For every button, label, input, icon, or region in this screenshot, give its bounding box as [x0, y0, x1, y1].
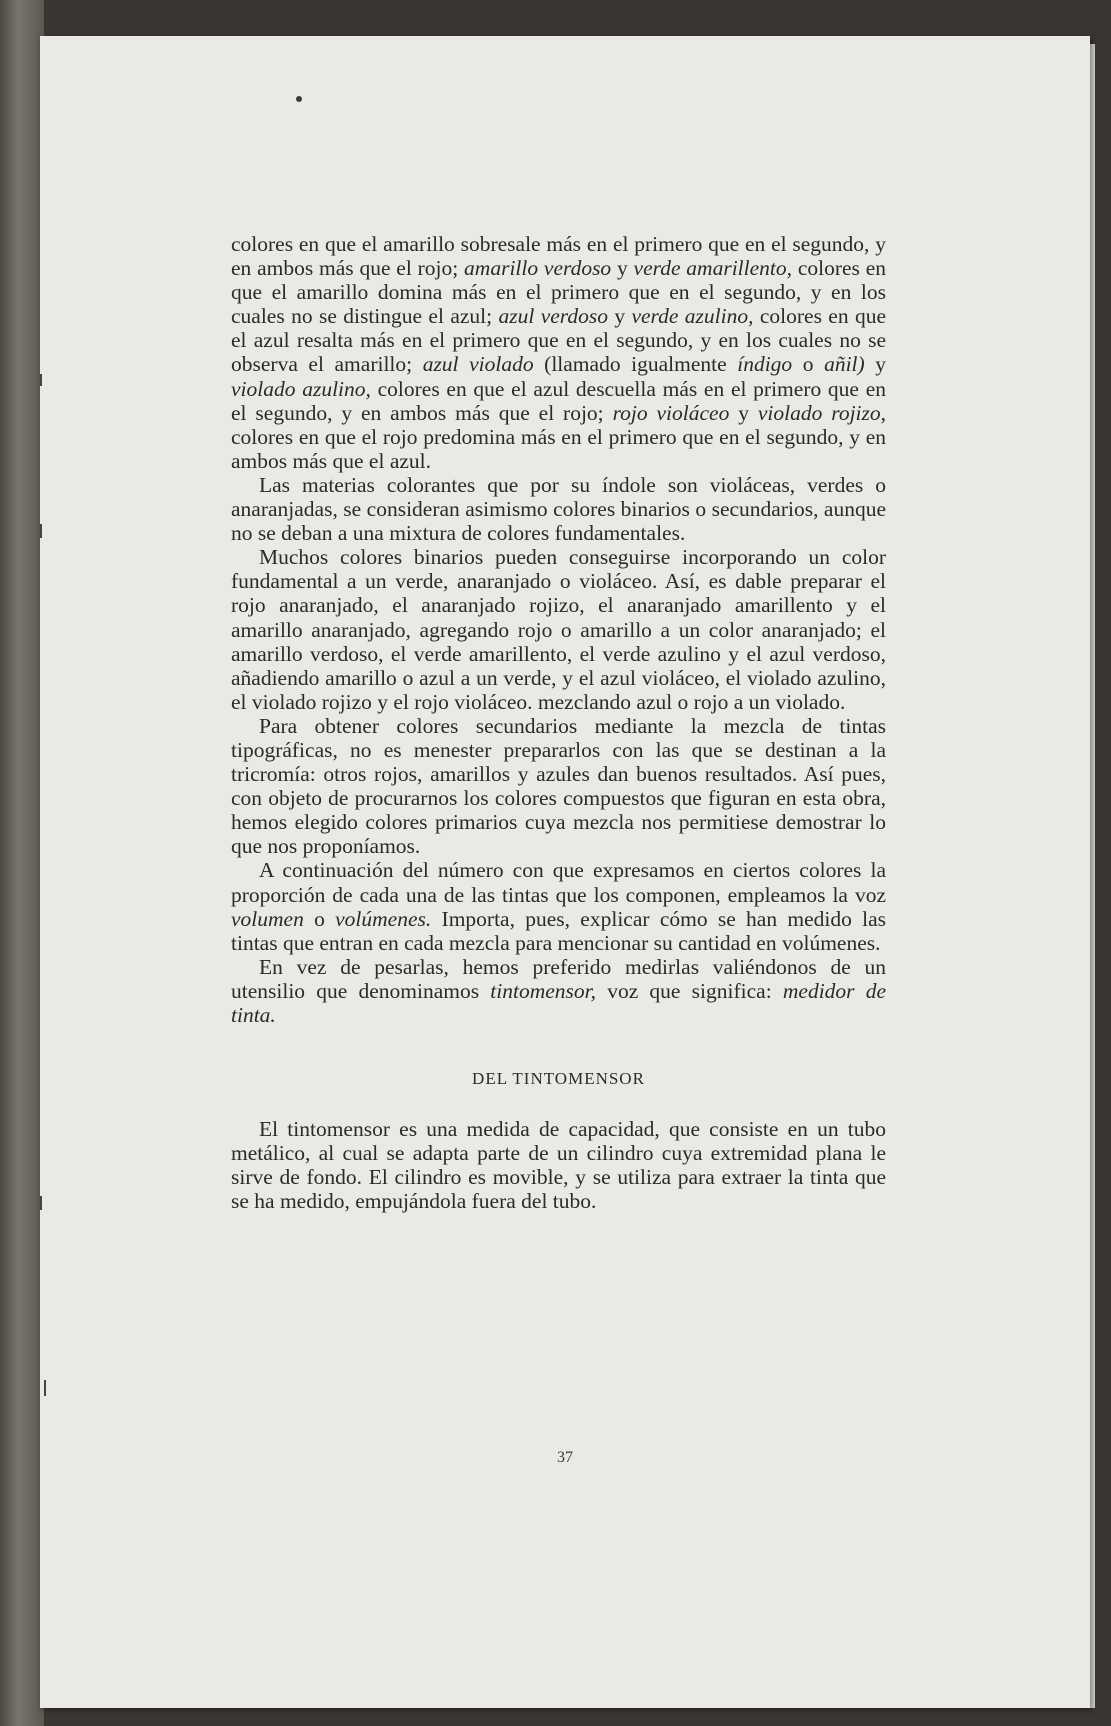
paragraph — [231, 858, 886, 954]
text-run: y — [729, 400, 758, 425]
text-run: colores en que el amarillo sobresale más en el primero que en el segundo, y en ambos más que el rojo; — [231, 232, 886, 281]
paragraph — [231, 232, 886, 473]
section-heading: DEL TINTOMENSOR — [472, 1069, 645, 1089]
italic-term: azul verdoso — [498, 304, 608, 329]
ink-speck — [296, 96, 302, 102]
italic-term: volumen — [231, 906, 304, 931]
text-run: colores en que el azul resalta más en el primero que en el segundo, y en los cuales no se observa el amarillo; — [231, 304, 887, 377]
body-text — [231, 232, 886, 1214]
text-run: El tintomensor es una medida de capacidad, que consiste en un tubo metálico, al cual se adapta parte de un cilindro cuya extremidad plana le sirve de fondo. El cilindro es movible, y se utiliza para extraer la tinta que se ha medido, empujándola fuera del tubo. — [231, 1117, 886, 1214]
margin-mark — [40, 374, 42, 386]
paragraph — [231, 545, 886, 714]
text-part-1 — [231, 232, 886, 1027]
italic-term: verde azulino, — [631, 304, 754, 329]
text-run: Para obtener colores secundarios mediante la mezcla de tintas tipográficas, no es menester prepararlos con las que se destinan a la tricromía: otros rojos, amarillos y azules dan buenos resultados. Así pues, con objeto de procurarnos los colores compuestos que figuran en esta obra, hemos elegido colores primarios cuya mezcla nos permitiese demostrar lo que nos proponíamos. — [231, 713, 886, 859]
text-run: y — [607, 304, 632, 329]
text-run: colores en que el azul descuella más en el primero que en el segundo, y en ambos más que el rojo; — [231, 376, 886, 425]
book-binding-edge — [0, 0, 44, 1726]
text-run: o — [303, 906, 336, 931]
text-run: Importa, pues, explicar cómo se han medido las tintas que entran en cada mezcla para mencionar su cantidad en volúmenes. — [231, 906, 886, 955]
text-run: y — [864, 352, 887, 377]
text-run: o — [792, 352, 825, 377]
text-run: Las materias colorantes que por su índole son violáceas, verdes o anaranjadas, se consideran asimismo colores binarios o secundarios, aunque no se deban a una mixtura de colores fundamentales. — [231, 472, 886, 546]
text-run: A continuación del número con que expresamos en ciertos colores la proporción de cada una de las tintas que los componen, empleamos la voz — [231, 858, 886, 907]
paragraph — [231, 473, 886, 545]
margin-mark — [44, 1380, 46, 1396]
text-part-2 — [231, 1117, 886, 1213]
italic-term: amarillo verdoso — [464, 256, 612, 281]
italic-term: índigo — [737, 352, 793, 377]
text-run: Muchos colores binarios pueden conseguirse incorporando un color fundamental a un verde, anaranjado o violáceo. Así, es dable preparar el rojo anaranjado, el anaranjado rojizo, el anaranjado amarillento y el amarillo anaranjado, agregando rojo o amarillo a un color anaranjado; el amarillo verdoso, el verde amarillento, el verde azulino y el azul verdoso, añadiendo amarillo o azul a un verde, y el azul violáceo, el violado azulino, el violado rojizo y el rojo violáceo. mezclando azul o rojo a un violado. — [231, 545, 886, 714]
text-run: y — [611, 256, 634, 281]
italic-term: azul violado — [422, 352, 534, 377]
text-run: colores en que el rojo predomina más en el primero que en el segundo, y en ambos más que el azul. — [231, 424, 886, 473]
book-page — [40, 36, 1090, 1708]
paragraph — [231, 955, 886, 1027]
page-number: 37 — [557, 1449, 573, 1466]
italic-term: medidor de tinta. — [231, 978, 887, 1027]
italic-term: volúmenes. — [335, 906, 432, 931]
margin-mark — [40, 524, 42, 538]
margin-mark — [40, 1196, 42, 1210]
italic-term: violado azulino, — [231, 376, 371, 401]
italic-term: añil) — [824, 352, 865, 377]
paragraph — [231, 714, 886, 859]
italic-term: rojo violáceo — [612, 400, 730, 425]
italic-term: tintomensor, — [490, 978, 597, 1003]
italic-term: violado rojizo, — [757, 400, 887, 425]
text-run: voz que significa: — [596, 978, 783, 1003]
italic-term: verde amarillento, — [633, 256, 793, 281]
text-run: (llamado igualmente — [533, 352, 738, 377]
paragraph — [231, 1117, 886, 1213]
text-run: En vez de pesarlas, hemos preferido medirlas valiéndonos de un utensilio que denominamos — [231, 954, 886, 1003]
text-run: colores en que el amarillo domina más en el primero que en el segundo, y en los cuales no se distingue el azul; — [231, 256, 886, 329]
